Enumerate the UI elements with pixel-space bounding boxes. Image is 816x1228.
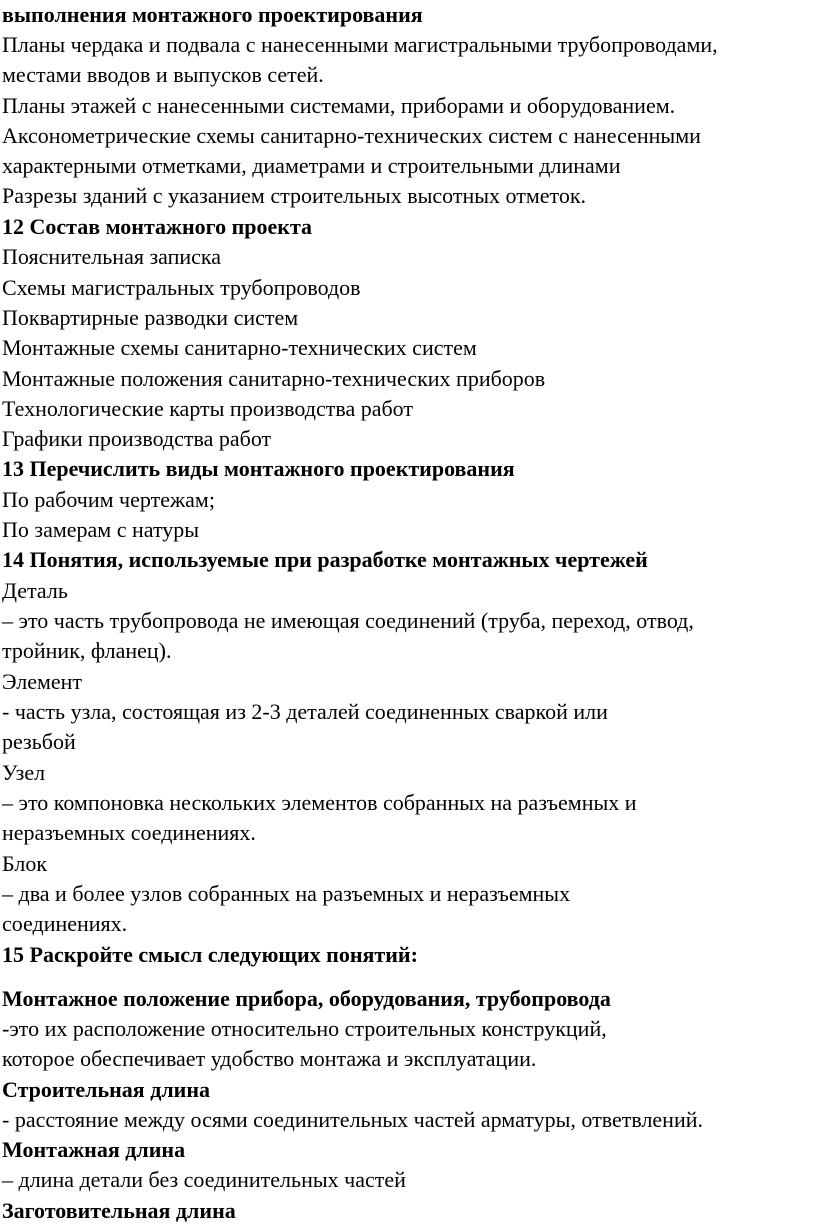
definition-line: тройник, фланец). [2,638,172,663]
definition-line: которое обеспечивает удобство монтажа и эксплуатации. [2,1046,537,1071]
term-heading: Строительная длина [2,1077,211,1102]
list-item: Графики производства работ [2,426,272,451]
section-heading-13: 13 Перечислить виды монтажного проектирования [2,456,515,481]
list-item: Пояснительная записка [2,244,222,269]
list-item: По рабочим чертежам; [2,487,215,512]
text-line: Аксонометрические схемы санитарно-технических систем с нанесенными [2,123,701,148]
section-heading-15: 15 Раскройте смысл следующих понятий: [2,942,418,967]
term: Узел [2,760,46,785]
section-heading-12: 12 Состав монтажного проекта [2,214,313,239]
list-item: Схемы магистральных трубопроводов [2,275,361,300]
definition-line: – два и более узлов собранных на разъемных и неразъемных [2,881,571,906]
text-line: характерными отметками, диаметрами и строительными длинами [2,153,621,178]
text-line: Планы чердака и подвала с нанесенными магистральными трубопроводами, [2,32,718,57]
list-item: Поквартирные разводки систем [2,305,299,330]
term: Деталь [2,578,68,603]
text-line: Разрезы зданий с указанием строительных высотных отметок. [2,183,587,208]
term-heading: Заготовительная длина [2,1198,236,1223]
term: Элемент [2,669,83,694]
term-heading: Монтажная длина [2,1137,186,1162]
definition-line: -это их расположение относительно строительных конструкций, [2,1016,607,1041]
list-item: По замерам с натуры [2,517,200,542]
term: Блок [2,851,48,876]
definition-line: – это часть трубопровода не имеющая соединений (труба, переход, отвод, [2,608,694,633]
definition-line: - расстояние между осями соединительных частей арматуры, ответвлений. [2,1107,704,1132]
definition-line: неразъемных соединениях. [2,820,256,845]
text-line: местами вводов и выпусков сетей. [2,62,324,87]
list-item: Монтажные положения санитарно-технических приборов [2,366,546,391]
text-line: Планы этажей с нанесенными системами, приборами и оборудованием. [2,93,676,118]
definition-line: соединениях. [2,911,128,936]
definition-line: – длина детали без соединительных частей [2,1167,406,1192]
section-heading-14: 14 Понятия, используемые при разработке монтажных чертежей [2,547,648,572]
definition-line: – это компоновка нескольких элементов собранных на разъемных и [2,790,637,815]
definition-line: - часть узла, состоящая из 2-3 деталей соединенных сваркой или [2,699,608,724]
section-heading-continuation: выполнения монтажного проектирования [2,2,423,27]
term-heading: Монтажное положение прибора, оборудования, трубопровода [2,986,611,1011]
list-item: Монтажные схемы санитарно-технических систем [2,335,477,360]
list-item: Технологические карты производства работ [2,396,413,421]
definition-line: резьбой [2,729,76,754]
